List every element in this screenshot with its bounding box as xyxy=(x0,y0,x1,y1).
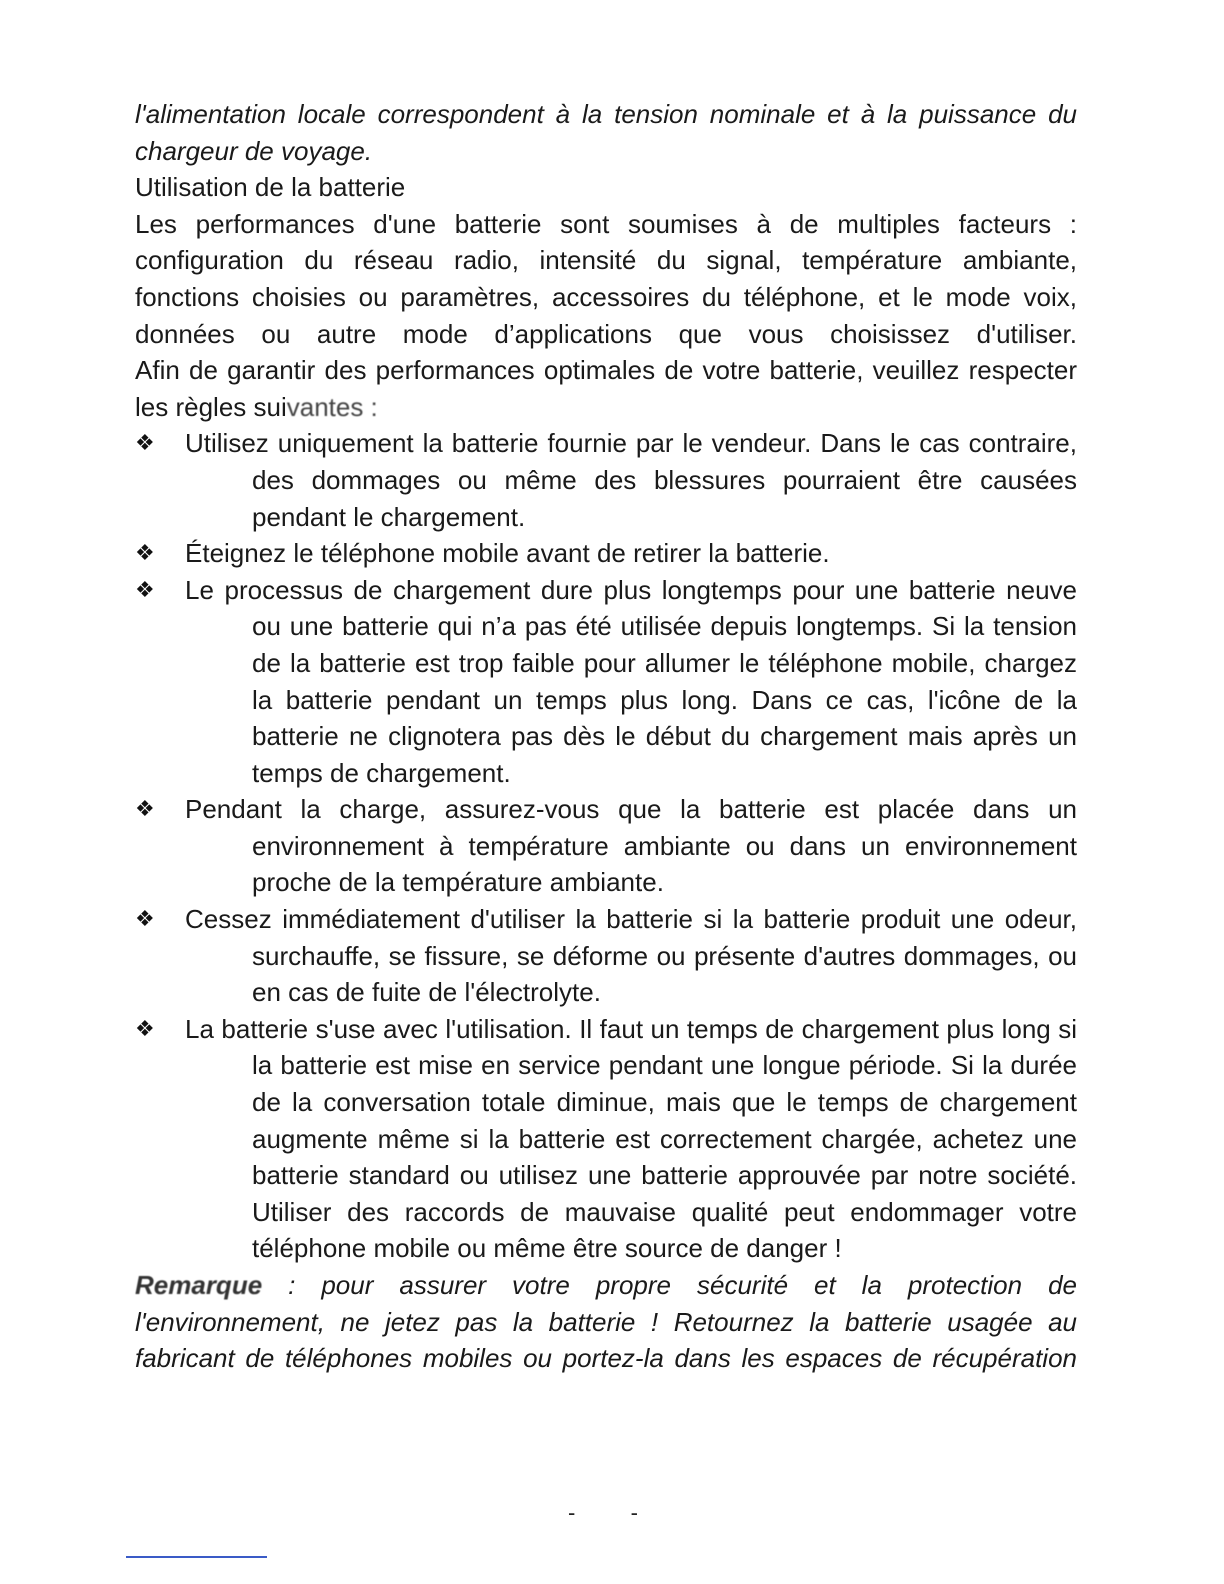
note-paragraph xyxy=(135,1267,1077,1377)
note-label: Remarque xyxy=(135,1270,263,1300)
list-item xyxy=(135,1011,1077,1267)
list-item-text: Cessez immédiatement d'utiliser la batterie si la batterie produit une odeur, surchauffe, se fissure, se déforme ou présente d'autres dommages, ou en cas de fuite de l'électrolyte. xyxy=(185,904,1077,1008)
diamond-bullet-icon: ❖ xyxy=(135,796,155,822)
diamond-bullet-icon: ❖ xyxy=(135,1015,155,1041)
list-item-text: Éteignez le téléphone mobile avant de retirer la batterie. xyxy=(185,538,830,569)
page-dash-left: - xyxy=(568,1500,576,1525)
list-item xyxy=(135,572,1077,792)
section-heading: Utilisation de la batterie xyxy=(135,172,406,203)
paragraph-battery-factors: Les performances d'une batterie sont soumises à de multiples facteurs : configuration du réseau radio, intensité du signal, température ambiante, fonctions choisies ou paramètres, accessoires du téléphone, et le mode voix, données ou autre mode d’applications que vous choisissez d'utiliser. xyxy=(135,208,1077,349)
diamond-bullet-icon: ❖ xyxy=(135,906,155,932)
page-dash-right: - xyxy=(630,1500,638,1525)
paragraph-battery-rules xyxy=(135,352,1077,425)
list-item xyxy=(135,535,1077,572)
list-item xyxy=(135,791,1077,901)
diamond-bullet-icon: ❖ xyxy=(135,540,155,566)
intro-line-1: l'alimentation locale correspondent à la tension nominale et à la puissance du xyxy=(135,99,1077,129)
intro-line-2: chargeur de voyage. xyxy=(135,135,373,166)
paragraph-battery-rules-tail: vantes : xyxy=(286,391,378,422)
paragraph-battery-rules-main: Afin de garantir des performances optimales de votre batterie, veuillez respecter les règles sui xyxy=(135,355,1077,422)
list-item-text: Le processus de chargement dure plus longtemps pour une batterie neuve ou une batterie qui n’a pas été utilisée depuis longtemps. Si la tension de la batterie est trop faible pour allumer le téléphone mobile, chargez la batterie pendant un temps plus long. Dans ce cas, l'icône de la batterie ne clignotera pas dès le début du chargement mais après un temps de chargement. xyxy=(185,574,1077,788)
footnote-separator xyxy=(126,1556,267,1558)
list-item xyxy=(135,901,1077,1011)
battery-rules-list xyxy=(135,425,1077,1267)
document-page xyxy=(135,96,1077,1377)
list-item-text: Utilisez uniquement la batterie fournie par le vendeur. Dans le cas contraire, des dommages ou même des blessures pourraient être causées pendant le chargement. xyxy=(185,428,1077,532)
list-item-text: Pendant la charge, assurez-vous que la batterie est placée dans un environnement à température ambiante ou dans un environnement proche de la température ambiante. xyxy=(185,794,1077,898)
diamond-bullet-icon: ❖ xyxy=(135,576,155,602)
page-number-area xyxy=(568,1500,638,1526)
note-text: : pour assurer votre propre sécurité et la protection de l'environnement, ne jetez pas la batterie ! Retournez la batterie usagée au fabricant de téléphones mobiles ou portez-la dans les espaces de récupération xyxy=(135,1270,1077,1374)
list-item xyxy=(135,425,1077,535)
list-item-text: La batterie s'use avec l'utilisation. Il faut un temps de chargement plus long si la batterie est mise en service pendant une longue période. Si la durée de la conversation totale diminue, mais que le temps de chargement augmente même si la batterie est correctement chargée, achetez une batterie standard ou utilisez une batterie approuvée par notre société. Utiliser des raccords de mauvaise qualité peut endommager votre téléphone mobile ou même être source de danger ! xyxy=(185,1013,1077,1264)
diamond-bullet-icon: ❖ xyxy=(135,430,155,456)
